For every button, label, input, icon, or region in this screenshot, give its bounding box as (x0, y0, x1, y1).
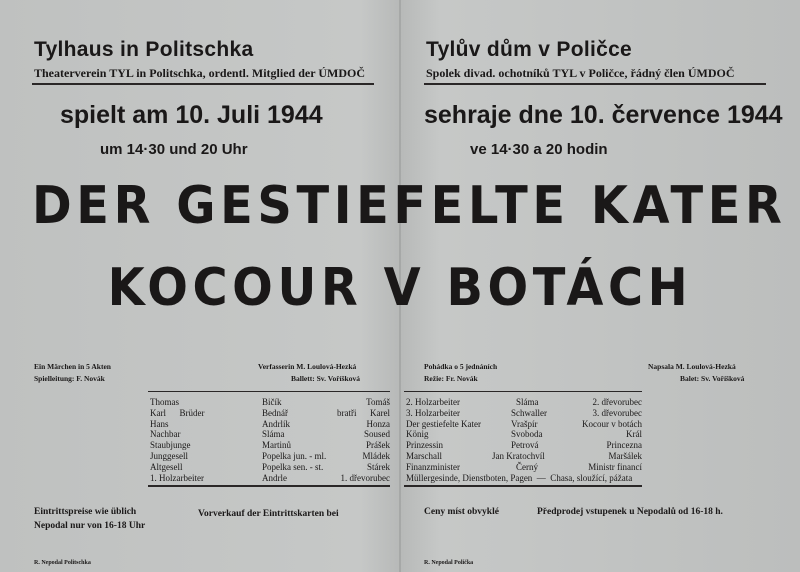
left-printer: R. Nepodal Politschka (34, 560, 91, 566)
right-house-name: Tylův dům v Poličce (426, 38, 633, 61)
cast-name: Soused (363, 429, 390, 440)
left-time: um 14·30 und 20 Uhr (100, 141, 248, 158)
cast-row (406, 473, 642, 484)
cast-actor: Vrašpír (511, 418, 538, 429)
cast-row (406, 419, 642, 430)
cast-row (406, 429, 642, 440)
left-cast-list (150, 397, 390, 483)
cast-name: Mládek (362, 450, 390, 461)
left-director: Spielleitung: F. Novák (34, 374, 105, 383)
cast-actor: Bednář (262, 407, 288, 418)
cast-row (150, 462, 390, 473)
cast-row (150, 451, 390, 462)
right-header-rule (424, 83, 766, 85)
cast-actor: Bičík (262, 397, 282, 407)
cast-role: Thomas (150, 397, 179, 407)
cast-row (150, 473, 390, 484)
right-cast-bottom-rule (404, 485, 642, 487)
right-presale: Předprodej vstupenek u Nepodalů od 16-18 h. (537, 507, 723, 517)
right-society: Spolek divad. ochotníků TYL v Poličce, řádný člen ÚMDOČ (426, 66, 735, 80)
cast-name: Maršálek (608, 450, 642, 461)
right-time: ve 14·30 a 20 hodin (470, 141, 608, 158)
cast-name: 1. dřevorubec (340, 472, 390, 483)
cast-name: Honza (366, 418, 390, 429)
right-director: Režie: Fr. Novák (424, 374, 478, 383)
left-ballet: Ballett: Sv. Voříšková (291, 374, 360, 383)
cast-role: 3. Holzarbeiter (406, 407, 460, 418)
right-author: Napsala M. Loulová-Hezká (648, 362, 736, 371)
cast-row (150, 429, 390, 440)
cast-row (406, 440, 642, 451)
cast-role: Nachbar (150, 429, 181, 440)
cast-role: König (406, 429, 429, 440)
cast-name: Prášek (366, 440, 390, 451)
left-prices-hours: Nepodal nur von 16-18 Uhr (34, 521, 146, 531)
right-date: sehraje dne 10. července 1944 (424, 101, 783, 129)
right-cast-top-rule (404, 391, 642, 392)
cast-role: Prinzessin (406, 440, 443, 451)
cast-row (150, 408, 390, 419)
left-cast-bottom-rule (148, 485, 390, 487)
cast-role: Staubjunge (150, 440, 191, 451)
cast-role: 1. Holzarbeiter (150, 472, 204, 483)
cast-role: Der gestiefelte Kater (406, 418, 481, 429)
left-date: spielt am 10. Juli 1944 (60, 101, 323, 129)
cast-row (406, 451, 642, 462)
cast-name: Stárek (367, 461, 390, 472)
title-czech: KOCOUR V BOTÁCH (107, 258, 693, 318)
cast-actor: Popelka sen. - st. (262, 461, 324, 472)
cast-name: Princezna (606, 440, 642, 451)
cast-actor: Sláma (262, 429, 285, 440)
cast-row (406, 397, 642, 408)
cast-actor: Martinů (262, 440, 291, 451)
right-cast-list (406, 397, 642, 483)
cast-name: Tomáš (366, 397, 390, 407)
cast-actor: Andrle (262, 472, 287, 483)
cast-actor: Černý (516, 461, 538, 472)
right-printer: R. Nepodal Polička (424, 560, 474, 566)
title-german: DER GESTIEFELTE KATER (32, 176, 787, 236)
cast-role: Altgesell (150, 461, 183, 472)
left-header-rule (32, 83, 374, 85)
cast-name: Ministr financí (588, 461, 642, 472)
cast-role: Finanzminister (406, 461, 460, 472)
cast-name: Král (626, 429, 642, 440)
cast-actor: Andrlík (262, 418, 290, 429)
cast-actor: Svoboda (511, 429, 543, 440)
cast-name: 2. dřevorubec (592, 397, 642, 407)
left-society: Theaterverein TYL in Politschka, ordentl. Mitglied der ÚMDOČ (34, 66, 365, 80)
cast-actor: Petrová (511, 440, 539, 451)
left-author: Verfasserin M. Loulová-Hezká (258, 362, 357, 371)
left-cast-top-rule (148, 391, 390, 392)
right-genre: Pohádka o 5 jednáních (424, 362, 498, 371)
left-prices: Eintrittspreise wie üblich (34, 507, 137, 517)
cast-row (406, 462, 642, 473)
right-prices: Ceny míst obvyklé (424, 507, 499, 517)
left-house-name: Tylhaus in Politschka (34, 38, 254, 61)
cast-actor: Jan Kratochvíl (492, 450, 545, 461)
cast-role: Marschall (406, 450, 442, 461)
cast-row (406, 408, 642, 419)
right-ballet: Balet: Sv. Voříšková (680, 374, 745, 383)
left-presale: Vorverkauf der Eintrittskarten bei (198, 509, 339, 519)
cast-name: bratři Karel (337, 407, 390, 418)
cast-role: Hans (150, 418, 169, 429)
cast-actor: Schwaller (511, 407, 547, 418)
cast-actor: Popelka jun. - ml. (262, 450, 327, 461)
cast-role: Müllergesinde, Dienstboten, Pagen — Chasa, sloužící, pážata (406, 472, 633, 483)
cast-row (150, 419, 390, 430)
cast-actor: Sláma (516, 397, 539, 407)
left-genre: Ein Märchen in 5 Akten (34, 362, 111, 371)
cast-role: Junggesell (150, 450, 188, 461)
cast-row (150, 397, 390, 408)
cast-role: 2. Holzarbeiter (406, 397, 460, 407)
cast-name: Kocour v botách (582, 418, 642, 429)
cast-row (150, 440, 390, 451)
cast-role: Karl Brüder (150, 407, 205, 418)
cast-name: 3. dřevorubec (592, 407, 642, 418)
